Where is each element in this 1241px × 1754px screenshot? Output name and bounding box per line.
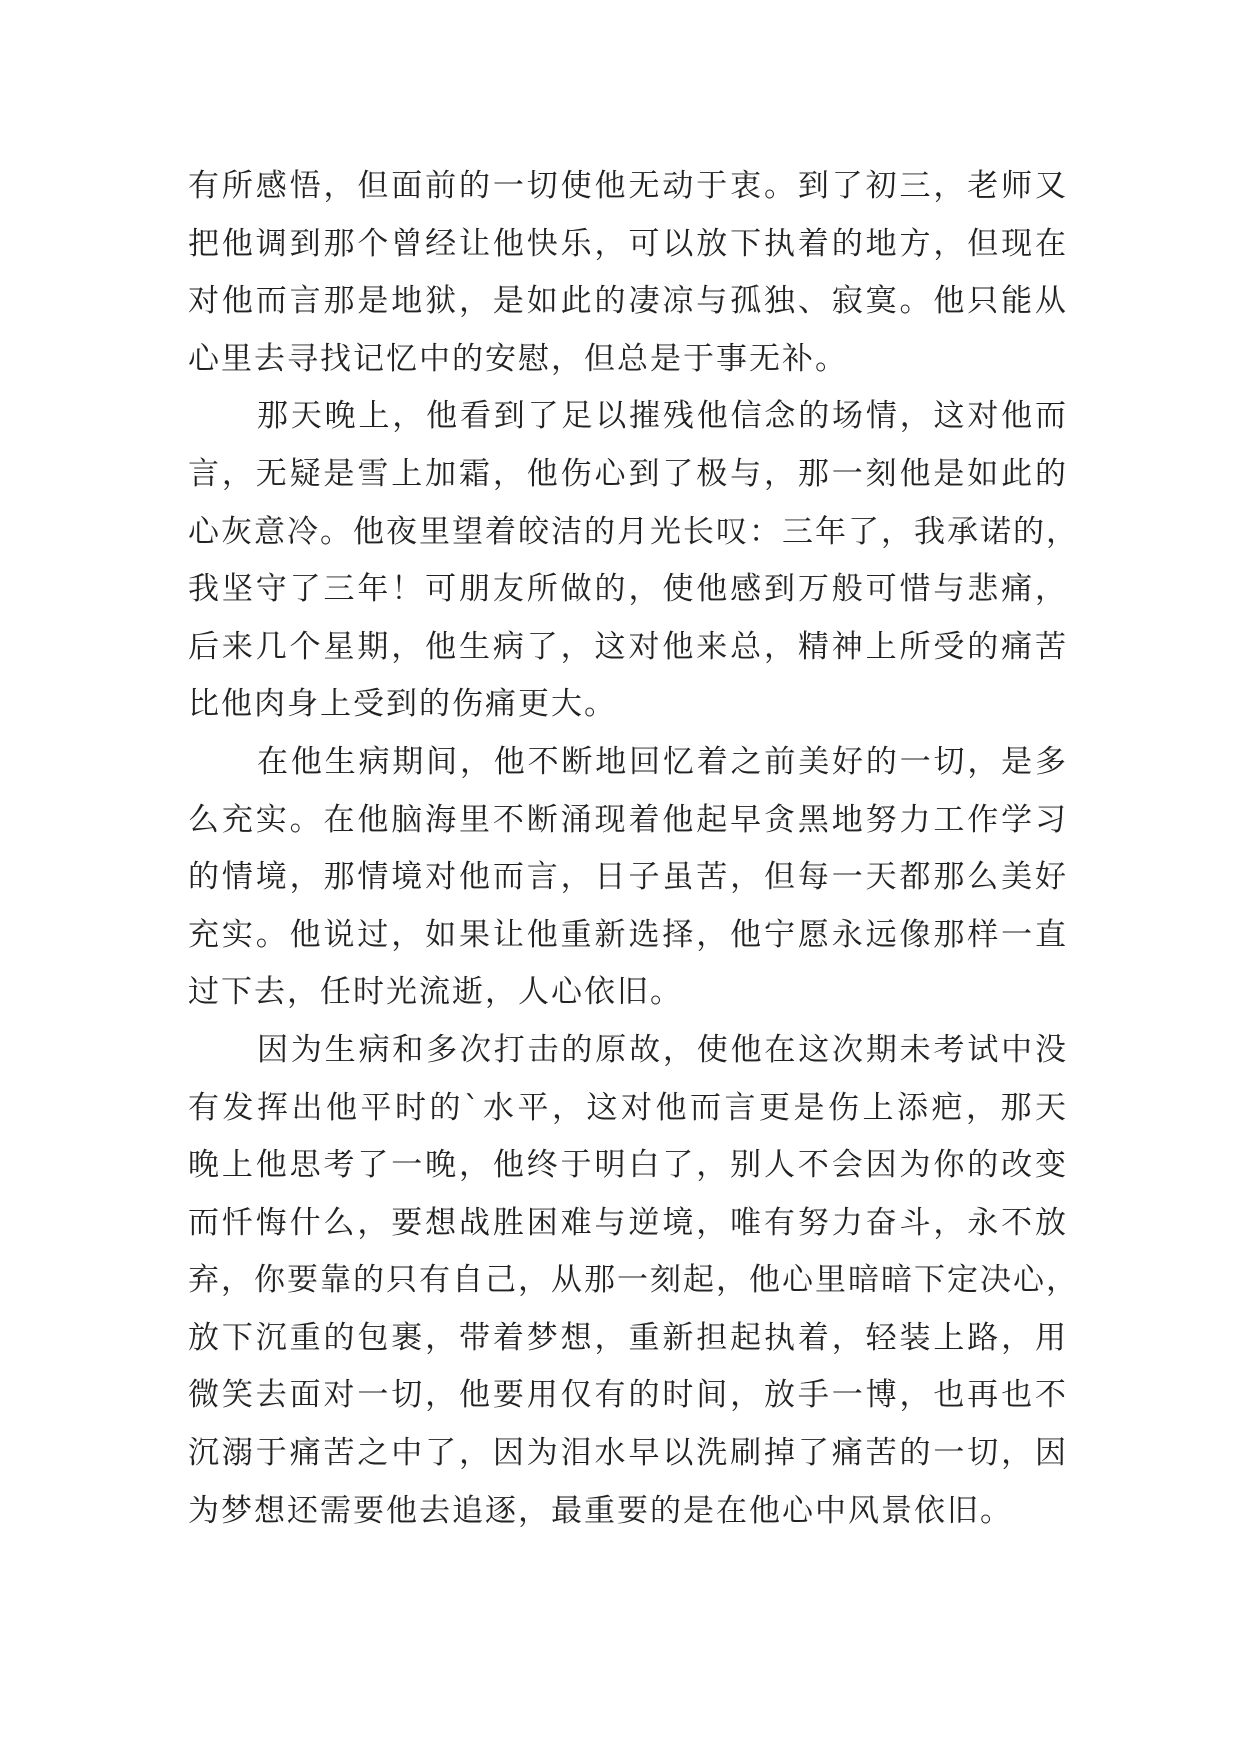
text-line: 在他生病期间，他不断地回忆着之前美好的一切，是多 xyxy=(257,743,1068,780)
text-line: 微笑去面对一切，他要用仅有的时间，放手一博，也再也不 xyxy=(188,1377,1068,1414)
text-line: 而忏悔什么，要想战胜困难与逆境，唯有努力奋斗，永不放 xyxy=(188,1204,1068,1241)
text-line: 的情境，那情境对他而言，日子虽苦，但每一天都那么美好 xyxy=(188,859,1068,896)
text-line: 么充实。在他脑海里不断涌现着他起早贪黑地努力工作学习 xyxy=(188,801,1068,838)
paragraph-1 xyxy=(188,158,1068,388)
text-line: 沉溺于痛苦之中了，因为泪水早以洗刷掉了痛苦的一切，因 xyxy=(188,1435,1068,1472)
text-line: 那天晚上，他看到了足以摧残他信念的场情，这对他而 xyxy=(257,398,1068,435)
text-line: 心里去寻找记忆中的安慰，但总是于事无补。 xyxy=(188,340,848,377)
text-line: 有发挥出他平时的`水平，这对他而言更是伤上添疤，那天 xyxy=(188,1089,1068,1126)
text-line: 言，无疑是雪上加霜，他伤心到了极与，那一刻他是如此的 xyxy=(188,455,1068,492)
text-line: 有所感悟，但面前的一切使他无动于衷。到了初三，老师又 xyxy=(188,168,1068,204)
paragraph-3 xyxy=(188,734,1068,1022)
paragraph-4 xyxy=(188,1022,1079,1540)
document-body xyxy=(188,158,1079,1540)
paragraph-2 xyxy=(188,388,1079,734)
text-line: 后来几个星期，他生病了，这对他来总，精神上所受的痛苦 xyxy=(188,628,1068,665)
text-line: 对他而言那是地狱，是如此的凄凉与孤独、寂寞。他只能从 xyxy=(188,283,1068,320)
text-line: 过下去，任时光流逝，人心依旧。 xyxy=(188,974,683,1011)
text-line: 我坚守了三年！可朋友所做的，使他感到万般可惜与悲痛， xyxy=(188,571,1068,608)
text-line: 因为生病和多次打击的原故，使他在这次期未考试中没 xyxy=(257,1031,1068,1068)
text-line: 把他调到那个曾经让他快乐，可以放下执着的地方，但现在 xyxy=(188,225,1068,262)
text-line: 晚上他思考了一晚，他终于明白了，别人不会因为你的改变 xyxy=(188,1147,1068,1184)
text-line: 充实。他说过，如果让他重新选择，他宁愿永远像那样一直 xyxy=(188,916,1068,953)
text-line: 为梦想还需要他去追逐，最重要的是在他心中风景依旧。 xyxy=(188,1492,1013,1529)
text-line: 比他肉身上受到的伤痛更大。 xyxy=(188,686,617,723)
text-line: 弃，你要靠的只有自己，从那一刻起，他心里暗暗下定决心， xyxy=(188,1262,1079,1299)
text-line: 心灰意冷。他夜里望着皎洁的月光长叹：三年了，我承诺的， xyxy=(188,513,1079,550)
text-line: 放下沉重的包裹，带着梦想，重新担起执着，轻装上路，用 xyxy=(188,1319,1068,1356)
